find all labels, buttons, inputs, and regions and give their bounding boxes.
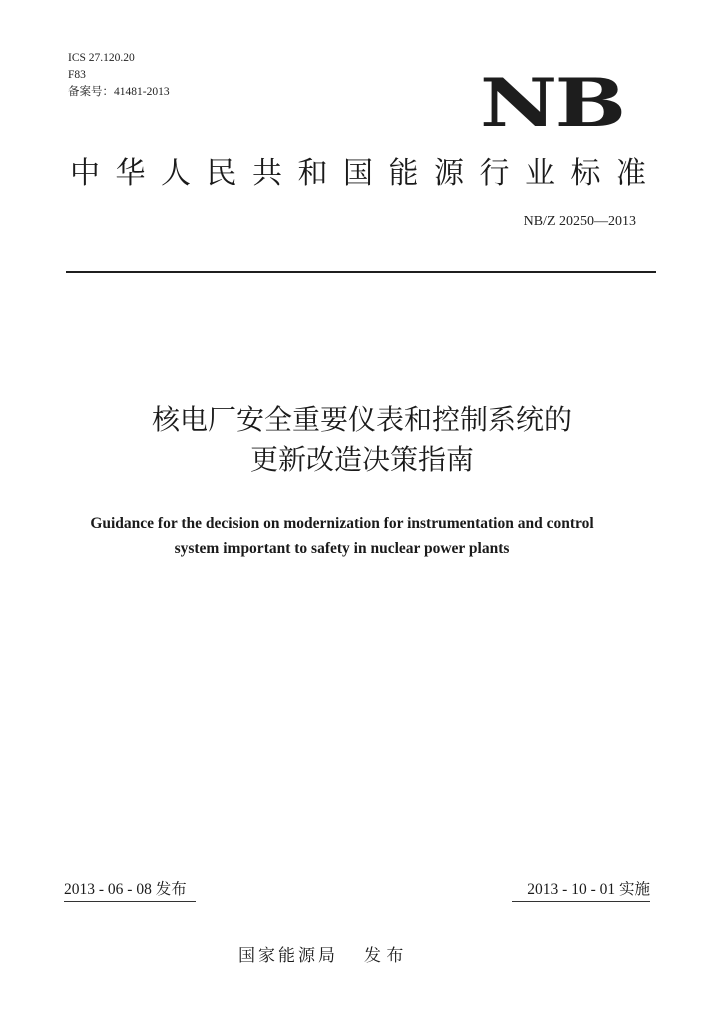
standard-code: NB/Z 20250—2013 xyxy=(523,214,636,229)
chinese-title-line-1: 核电厂安全重要仪表和控制系统的 xyxy=(151,403,572,436)
organization-title-char: 华 xyxy=(115,156,146,191)
organization-title-char: 行 xyxy=(479,156,510,191)
chinese-title xyxy=(0,400,724,480)
organization-title-char: 能 xyxy=(388,156,419,191)
nb-logo: NB xyxy=(480,64,624,142)
english-title xyxy=(0,511,684,561)
classification-block xyxy=(68,50,170,101)
issue-date-underline xyxy=(64,901,196,902)
publisher xyxy=(238,944,403,968)
organization-title-char: 国 xyxy=(343,156,373,191)
organization-title-char: 准 xyxy=(616,156,646,191)
organization-title-char: 源 xyxy=(434,156,464,191)
chinese-title-line-2: 更新改造决策指南 xyxy=(249,443,474,476)
filing-number: 备案号：41481-2013 xyxy=(68,86,170,98)
organization-title-char: 人 xyxy=(161,156,191,191)
effective-date-underline xyxy=(512,901,650,902)
organization-title-char: 中 xyxy=(70,156,100,191)
english-title-line-1: Guidance for the decision on modernization for instrumentation and control xyxy=(90,515,594,532)
ccs-code: F83 xyxy=(68,69,86,81)
organization-title-char: 标 xyxy=(570,156,601,191)
organization-title xyxy=(70,154,646,194)
organization-title-char: 业 xyxy=(525,156,555,191)
english-title-line-2: system important to safety in nuclear power plants xyxy=(174,540,510,557)
publisher-name: 国家能源局 xyxy=(238,946,338,966)
issue-date: 2013 - 06 - 08 发布 xyxy=(64,881,187,898)
organization-title-char: 民 xyxy=(206,156,237,191)
ics-code: ICS 27.120.20 xyxy=(68,52,135,64)
organization-title-char: 和 xyxy=(297,156,328,191)
organization-title-char: 共 xyxy=(252,156,282,191)
header-divider xyxy=(66,271,656,273)
effective-date: 2013 - 10 - 01 实施 xyxy=(527,881,650,898)
publish-action: 发 布 xyxy=(364,946,404,966)
